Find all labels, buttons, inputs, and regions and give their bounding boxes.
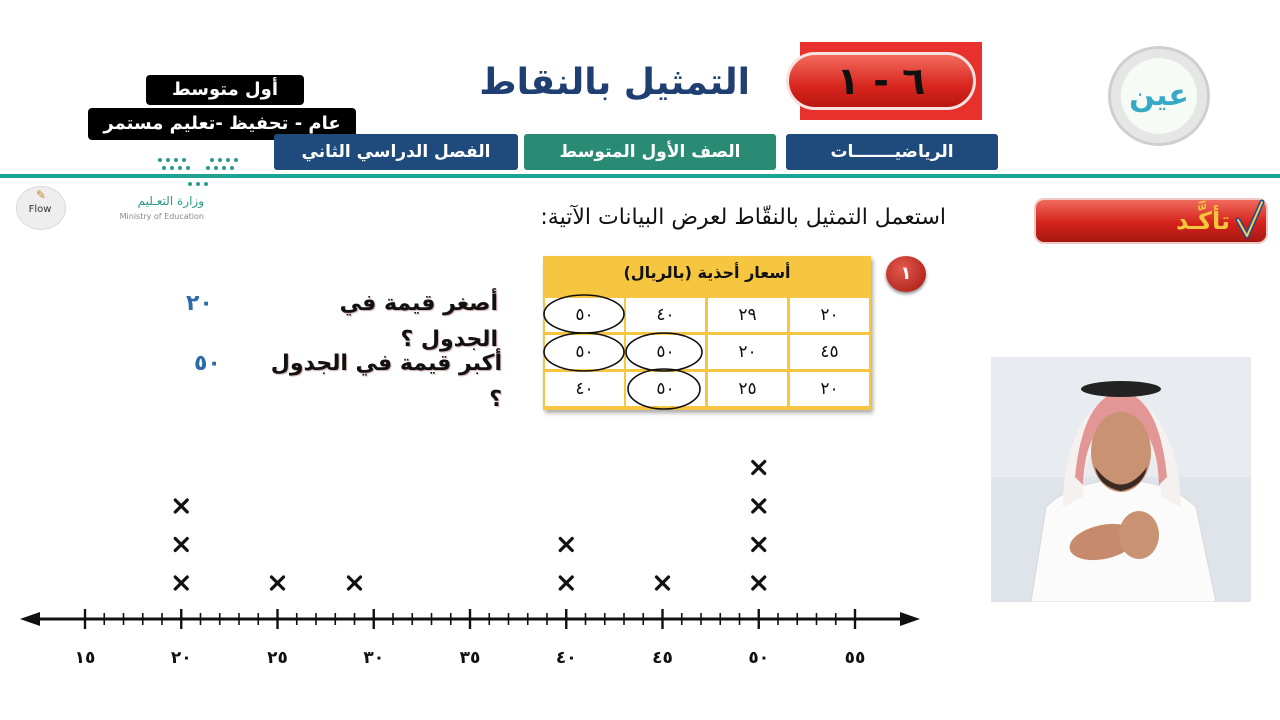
answer-max: ٥٠	[194, 351, 221, 376]
lesson-title: التمثيل بالنقاط	[479, 62, 750, 103]
table-cell: ٢٠	[708, 335, 787, 369]
x-mark	[175, 577, 187, 589]
tick-label: ٣٥	[459, 648, 481, 668]
x-mark	[753, 500, 765, 512]
x-mark	[349, 577, 361, 589]
tick-label: ٣٠	[363, 648, 385, 668]
x-mark	[657, 577, 669, 589]
ministry-name-arabic: وزارة التعـليم	[137, 194, 204, 208]
answer-min: ٢٠	[186, 291, 213, 316]
tick-label: ٢٥	[267, 648, 288, 668]
tick-label: ٥٠	[748, 648, 770, 668]
x-mark	[272, 577, 284, 589]
pencil-icon: ✎	[35, 188, 47, 202]
x-mark	[753, 577, 765, 589]
table-cell: ٥٠	[545, 298, 624, 332]
table-cell: ٢٠	[790, 372, 869, 406]
track-badge: عام - تحفيظ -تعليم مستمر	[88, 108, 356, 140]
x-mark	[753, 539, 765, 551]
table-cell: ٥٠	[626, 335, 705, 369]
arrow-left-icon	[20, 612, 40, 626]
subject-tab: الرياضيـــــــات	[786, 134, 998, 170]
tick-label: ٥٥	[844, 648, 866, 668]
x-mark	[753, 462, 765, 474]
annotation-circles	[540, 288, 710, 420]
flow-label: Flow	[28, 204, 52, 215]
x-mark	[560, 577, 572, 589]
dot-plot	[0, 440, 960, 680]
level-badge: أول متوسط	[146, 75, 304, 105]
confirm-label: تأكَّـد	[1175, 207, 1230, 235]
tick-label: ٤٠	[555, 648, 577, 668]
table-cell: ٢٠	[790, 298, 869, 332]
ministry-logo-icon	[150, 154, 246, 190]
x-mark	[560, 539, 572, 551]
presenter-video[interactable]	[991, 357, 1251, 602]
question-number-badge: ١	[886, 256, 926, 292]
arrow-right-icon	[900, 612, 920, 626]
lesson-number: ٦ - ١	[836, 59, 926, 103]
table-cell: ٤٠	[545, 372, 624, 406]
question-max: أكبر قيمة في الجدول ؟	[270, 351, 502, 412]
checkmark-icon	[1234, 196, 1266, 246]
tick-label: ٤٥	[652, 648, 673, 668]
table-cell: ٢٩	[708, 298, 787, 332]
table-cell: ٢٥	[708, 372, 787, 406]
semester-tab: الفصل الدراسي الثاني	[274, 134, 518, 170]
table-cell: ٥٠	[626, 372, 705, 406]
table-cell: ٤٥	[790, 335, 869, 369]
table-cell: ٤٠	[626, 298, 705, 332]
confirm-banner	[1034, 198, 1268, 244]
instruction-text: استعمل التمثيل بالنقّاط لعرض البيانات الآتية:	[540, 205, 946, 230]
ministry-name-english: Ministry of Education	[119, 212, 204, 221]
x-mark	[175, 539, 187, 551]
x-mark	[175, 500, 187, 512]
tick-label: ١٥	[74, 648, 96, 668]
table-title: أسعار أحذية (بالريال)	[623, 263, 791, 282]
channel-logo-text: عين	[1129, 78, 1189, 113]
tick-label: ٢٠	[170, 648, 192, 668]
question-min: أصغر قيمة في الجدول ؟	[339, 291, 498, 352]
grade-tab: الصف الأول المتوسط	[524, 134, 776, 170]
table-cell: ٥٠	[545, 335, 624, 369]
